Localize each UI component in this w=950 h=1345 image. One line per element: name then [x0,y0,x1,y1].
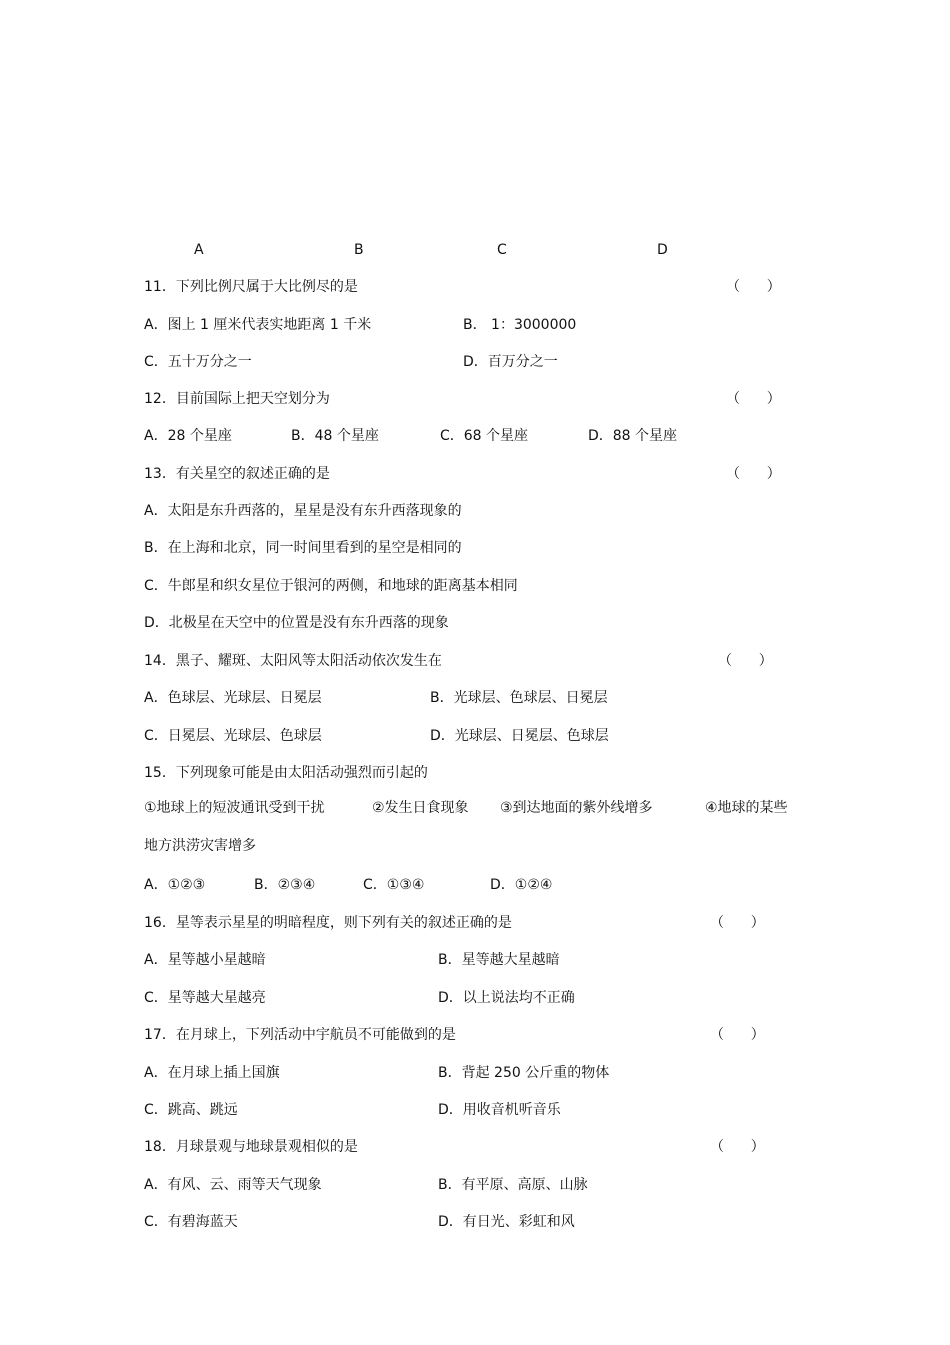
option-c: C．牛郎星和织女星位于银河的两侧，和地球的距离基本相同 [144,578,518,594]
question-stem: 12．目前国际上把天空划分为 [144,391,330,407]
question-stem: 13．有关星空的叙述正确的是 [144,466,330,482]
figure-label-b: B [354,242,364,258]
question-stem: 17．在月球上，下列活动中宇航员不可能做到的是 [144,1027,456,1043]
option-d: D．①②④ [490,877,553,893]
option-c: C．五十万分之一 [144,354,252,370]
option-a: A．①②③ [144,877,206,893]
question-stem: 14．黑子、耀斑、太阳风等太阳活动依次发生在 [144,653,442,669]
option-d: D．百万分之一 [463,354,558,370]
statement-continuation: 地方洪涝灾害增多 [144,838,256,854]
option-a: A．图上 1 厘米代表实地距离 1 千米 [144,317,372,333]
option-d: D．以上说法均不正确 [438,990,575,1006]
question-stem: 11．下列比例尺属于大比例尽的是 [144,279,358,295]
statement-item: ②发生日食现象 [372,800,469,816]
answer-bracket: （ ） [726,391,781,407]
option-b: B． 1：3000000 [463,317,577,333]
option-d: D．用收音机听音乐 [438,1102,561,1118]
option-b: B．48 个星座 [291,428,379,444]
answer-bracket: （ ） [710,1139,765,1155]
option-c: C．星等越大星越亮 [144,990,266,1006]
option-a: A．28 个星座 [144,428,232,444]
statement-item: ①地球上的短波通讯受到干扰 [144,800,325,816]
option-d: D．88 个星座 [588,428,678,444]
figure-label-d: D [657,242,668,258]
question-stem: 16．星等表示星星的明暗程度，则下列有关的叙述正确的是 [144,915,512,931]
statement-item: ③到达地面的紫外线增多 [500,800,653,816]
question-stem: 18．月球景观与地球景观相似的是 [144,1139,358,1155]
option-b: B．②③④ [254,877,316,893]
answer-bracket: （ ） [710,1027,765,1043]
option-a: A．星等越小星越暗 [144,952,266,968]
option-b: B．光球层、色球层、日冕层 [430,690,608,706]
option-d: D．光球层、日冕层、色球层 [430,728,609,744]
figure-label-a: A [194,242,204,258]
option-c: C．68 个星座 [440,428,529,444]
option-c: C．①③④ [363,877,425,893]
answer-bracket: （ ） [718,653,773,669]
option-b: B．背起 250 公斤重的物体 [438,1065,610,1081]
figure-label-c: C [497,242,507,258]
option-a: A．色球层、光球层、日冕层 [144,690,322,706]
option-b: B．有平原、高原、山脉 [438,1177,588,1193]
option-a: A．太阳是东升西落的，星星是没有东升西落现象的 [144,503,462,519]
answer-bracket: （ ） [726,279,781,295]
answer-bracket: （ ） [710,915,765,931]
option-d: D．有日光、彩虹和风 [438,1214,575,1230]
statement-item: ④地球的某些 [705,800,788,816]
option-c: C．跳高、跳远 [144,1102,238,1118]
option-c: C．有碧海蓝天 [144,1214,238,1230]
option-b: B．在上海和北京，同一时间里看到的星空是相同的 [144,540,462,556]
option-c: C．日冕层、光球层、色球层 [144,728,322,744]
question-stem: 15．下列现象可能是由太阳活动强烈而引起的 [144,765,428,781]
option-d: D．北极星在天空中的位置是没有东升西落的现象 [144,615,449,631]
option-b: B．星等越大星越暗 [438,952,560,968]
option-a: A．在月球上插上国旗 [144,1065,280,1081]
answer-bracket: （ ） [726,466,781,482]
option-a: A．有风、云、雨等天气现象 [144,1177,322,1193]
